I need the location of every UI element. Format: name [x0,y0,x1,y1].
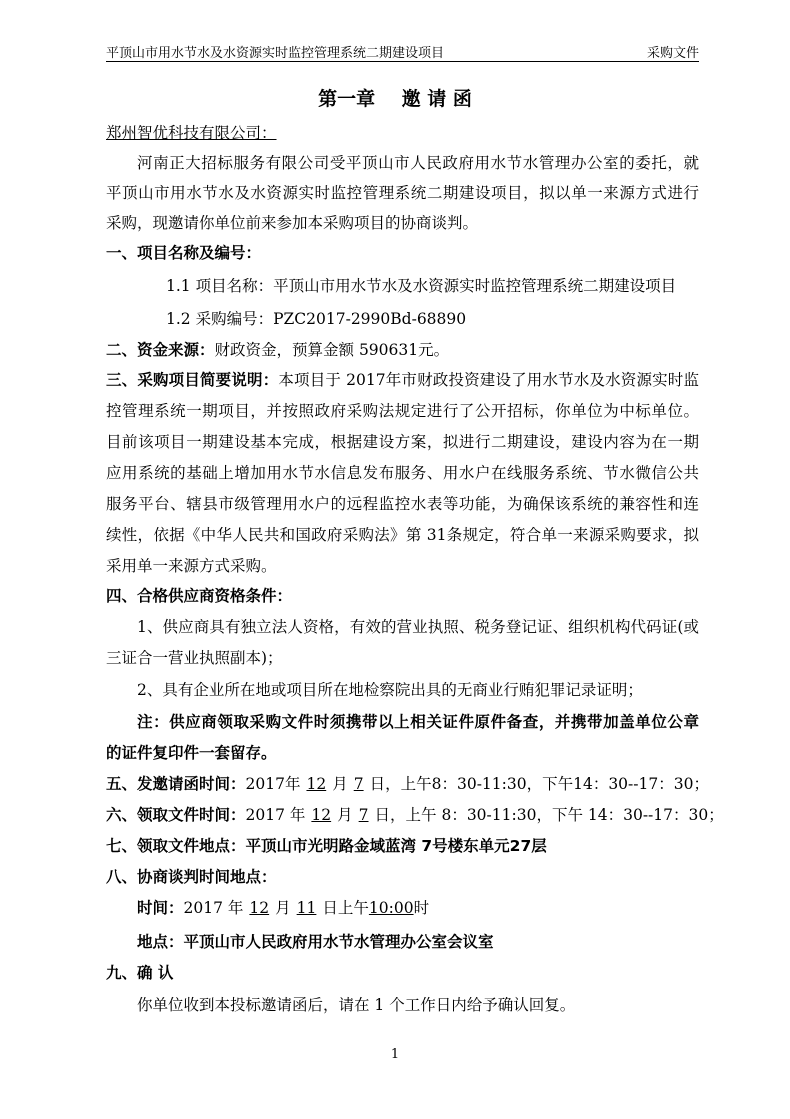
section-3-line: 目前该项目一期建设基本完成，根据建设方案，拟进行二期建设，建设内容为在一期 [106,433,699,451]
section-3-line: 应用系统的基础上增加用水节水信息发布服务、用水户在线服务系统、节水微信公共 [106,464,699,482]
section-3-line: 续性，依据《中华人民共和国政府采购法》第 31条规定，符合单一来源采购要求，拟 [106,526,699,544]
funding-text: 财政资金，预算金额 590631元。 [214,341,450,359]
section-6 [106,805,724,825]
s8-month: 12 [249,899,270,917]
note-line-1: 注：供应商领取采购文件时须携带以上相关证件原件备查，并携带加盖单位公章 [137,713,699,731]
recipient [106,123,699,143]
s6-day-unit: 日 [374,806,391,824]
qualification-1a: 1、供应商具有独立法人资格，有效的营业执照、税务登记证、组织机构代码证(或 [137,618,699,636]
s6-year: 2017 年 [245,806,306,824]
section-8-heading: 八、协商谈判时间地点： [106,868,277,886]
qualification-1b: 三证合一营业执照副本)； [106,649,283,667]
header-project-name: 平顶山市用水节水及水资源实时监控管理系统二期建设项目 [106,46,445,61]
section-4-heading: 四、合格供应商资格条件： [106,587,293,605]
s8-day-unit: 日上午 [322,899,369,917]
negotiation-place: 地点：平顶山市人民政府用水节水管理办公室会议室 [137,933,494,951]
s8-day: 11 [296,899,317,917]
header-doc-type: 采购文件 [646,46,699,61]
s8-hour: 10:00 [368,899,414,917]
section-3-line: 控管理系统一期项目，并按照政府采购法规定进行了公开招标，你单位为中标单位。 [106,402,699,420]
s8-hour-unit: 时 [413,899,430,917]
section-5-heading: 五、发邀请函时间： [106,775,246,793]
section-5 [106,774,709,794]
section-9-heading: 九、确 认 [106,964,174,982]
section-3-heading: 三、采购项目简要说明： [106,371,279,389]
project-name: 1.1 项目名称：平顶山市用水节水及水资源实时监控管理系统二期建设项目 [166,277,677,295]
s5-day: 7 [353,775,364,793]
section-2 [106,340,699,360]
section-3-line-1 [106,370,699,390]
section-6-heading: 六、领取文件时间： [106,806,246,824]
s5-day-unit: 日 [369,775,386,793]
note-line-2: 的证件复印件一套留存。 [106,744,277,762]
intro-line-3: 采购，现邀请你单位前来参加本采购项目的协商谈判。 [106,214,479,232]
negotiation-time [137,898,699,918]
chapter-title: 第一章 邀 请 函 [318,88,472,110]
s6-month-unit: 月 [337,806,353,824]
page-header [106,41,699,62]
procurement-number: 1.2 采购编号：PZC2017-2990Bd-68890 [166,310,467,328]
s5-month-unit: 月 [332,775,348,793]
section-2-heading: 二、资金来源： [106,341,215,359]
s6-day: 7 [358,806,369,824]
intro-line-1: 河南正大招标服务有限公司受平顶山市人民政府用水节水管理办公室的委托，就 [137,154,699,172]
page-number: 1 [390,1047,400,1062]
s6-month: 12 [311,806,332,824]
section-3-line: 服务平台、辖县市级管理用水户的远程监控水表等功能，为确保该系统的兼容性和连 [106,495,699,513]
intro-line-2: 平顶山市用水节水及水资源实时监控管理系统二期建设项目，拟以单一来源方式进行 [106,184,699,202]
confirmation-text: 你单位收到本投标邀请函后，请在 1 个工作日内给予确认回复。 [137,996,576,1014]
s6-hours: ，上午 8：30-11:30，下午 14：30--17：30； [390,806,724,824]
recipient-text: 郑州智优科技有限公司： [106,124,277,142]
s8-year: 2017 年 [183,899,244,917]
s5-month: 12 [306,775,327,793]
s8-month-unit: 月 [275,899,291,917]
section-3-first: 本项目于 2017年市财政投资建设了用水节水及水资源实时监 [278,371,699,389]
s5-hours: ，上午8：30-11:30，下午14：30--17：30； [385,775,709,793]
qualification-2: 2、具有企业所在地或项目所在地检察院出具的无商业行贿犯罪记录证明； [137,681,643,699]
section-7-heading: 七、领取文件地点：平顶山市光明路金域蓝湾 7号楼东单元27层 [106,837,547,855]
section-3-last: 采用单一来源方式采购。 [106,557,277,575]
s5-year: 2017年 [245,775,301,793]
time-label: 时间： [137,899,184,917]
section-1-heading: 一、项目名称及编号： [106,244,262,262]
